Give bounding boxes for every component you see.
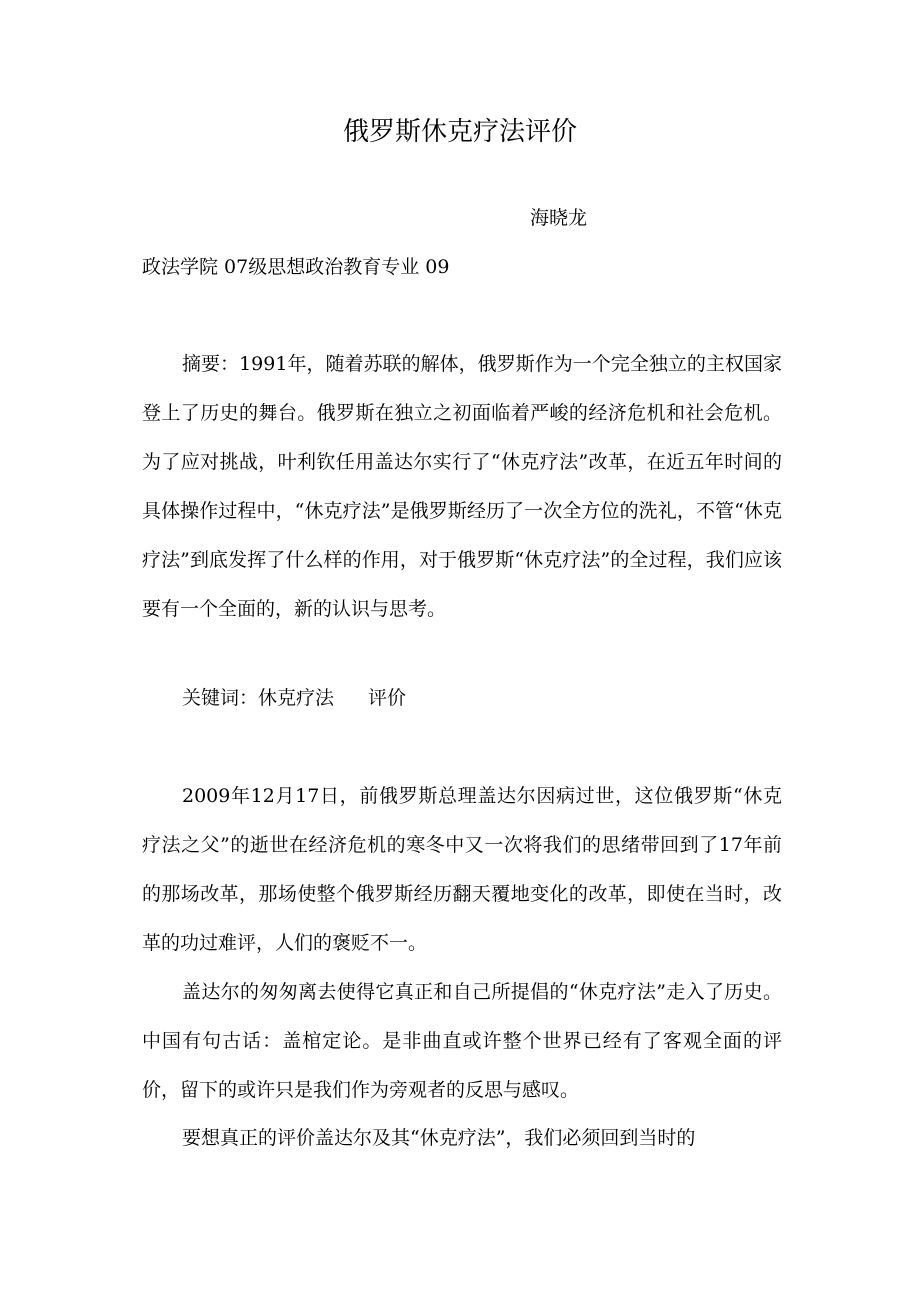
body-paragraph-3: 要想真正的评价盖达尔及其“休克疗法”，我们必须回到当时的 bbox=[182, 1127, 696, 1149]
abstract-paragraph bbox=[142, 340, 782, 634]
author-name: 海晓龙 bbox=[530, 207, 588, 229]
keyword-item: 休克疗法 bbox=[258, 687, 335, 709]
body-paragraph-2: 盖达尔的匆匆离去使得它真正和自己所提倡的“休克疗法”走入了历史。中国有句古话：盖棺定论。是非曲直或许整个世界已经有了客观全面的评价，留下的或许只是我们作为旁观者的反思与感叹。 bbox=[142, 981, 782, 1101]
body-paragraph-1: 2009年12月17日，前俄罗斯总理盖达尔因病过世，这位俄罗斯“休克疗法之父”的逝世在经济危机的寒冬中又一次将我们的思绪带回到了17年前的那场改革，那场使整个俄罗斯经历翻天覆地变化的改革，即使在当时，改革的功过难评，人们的褒贬不一。 bbox=[142, 785, 782, 954]
abstract-label: 摘要： bbox=[182, 353, 240, 375]
document-title: 俄罗斯休克疗法评价 bbox=[342, 117, 577, 147]
keywords-line bbox=[142, 674, 782, 723]
keywords-label: 关键词： bbox=[182, 687, 259, 709]
author-affiliation: 政法学院 07级思想政治教育专业 09 bbox=[142, 256, 450, 278]
keyword-item: 评价 bbox=[368, 687, 407, 709]
abstract-text: 1991年，随着苏联的解体，俄罗斯作为一个完全独立的主权国家登上了历史的舞台。俄罗斯在独立之初面临着严峻的经济危机和社会危机。为了应对挑战，叶利钦任用盖达尔实行了“休克疗法”改革，在近五年时间的具体操作过程中，“休克疗法”是俄罗斯经历了一次全方位的洗礼，不管“休克疗法”到底发挥了什么样的作用，对于俄罗斯“休克疗法”的全过程，我们应该要有一个全面的，新的认识与思考。 bbox=[142, 353, 782, 620]
